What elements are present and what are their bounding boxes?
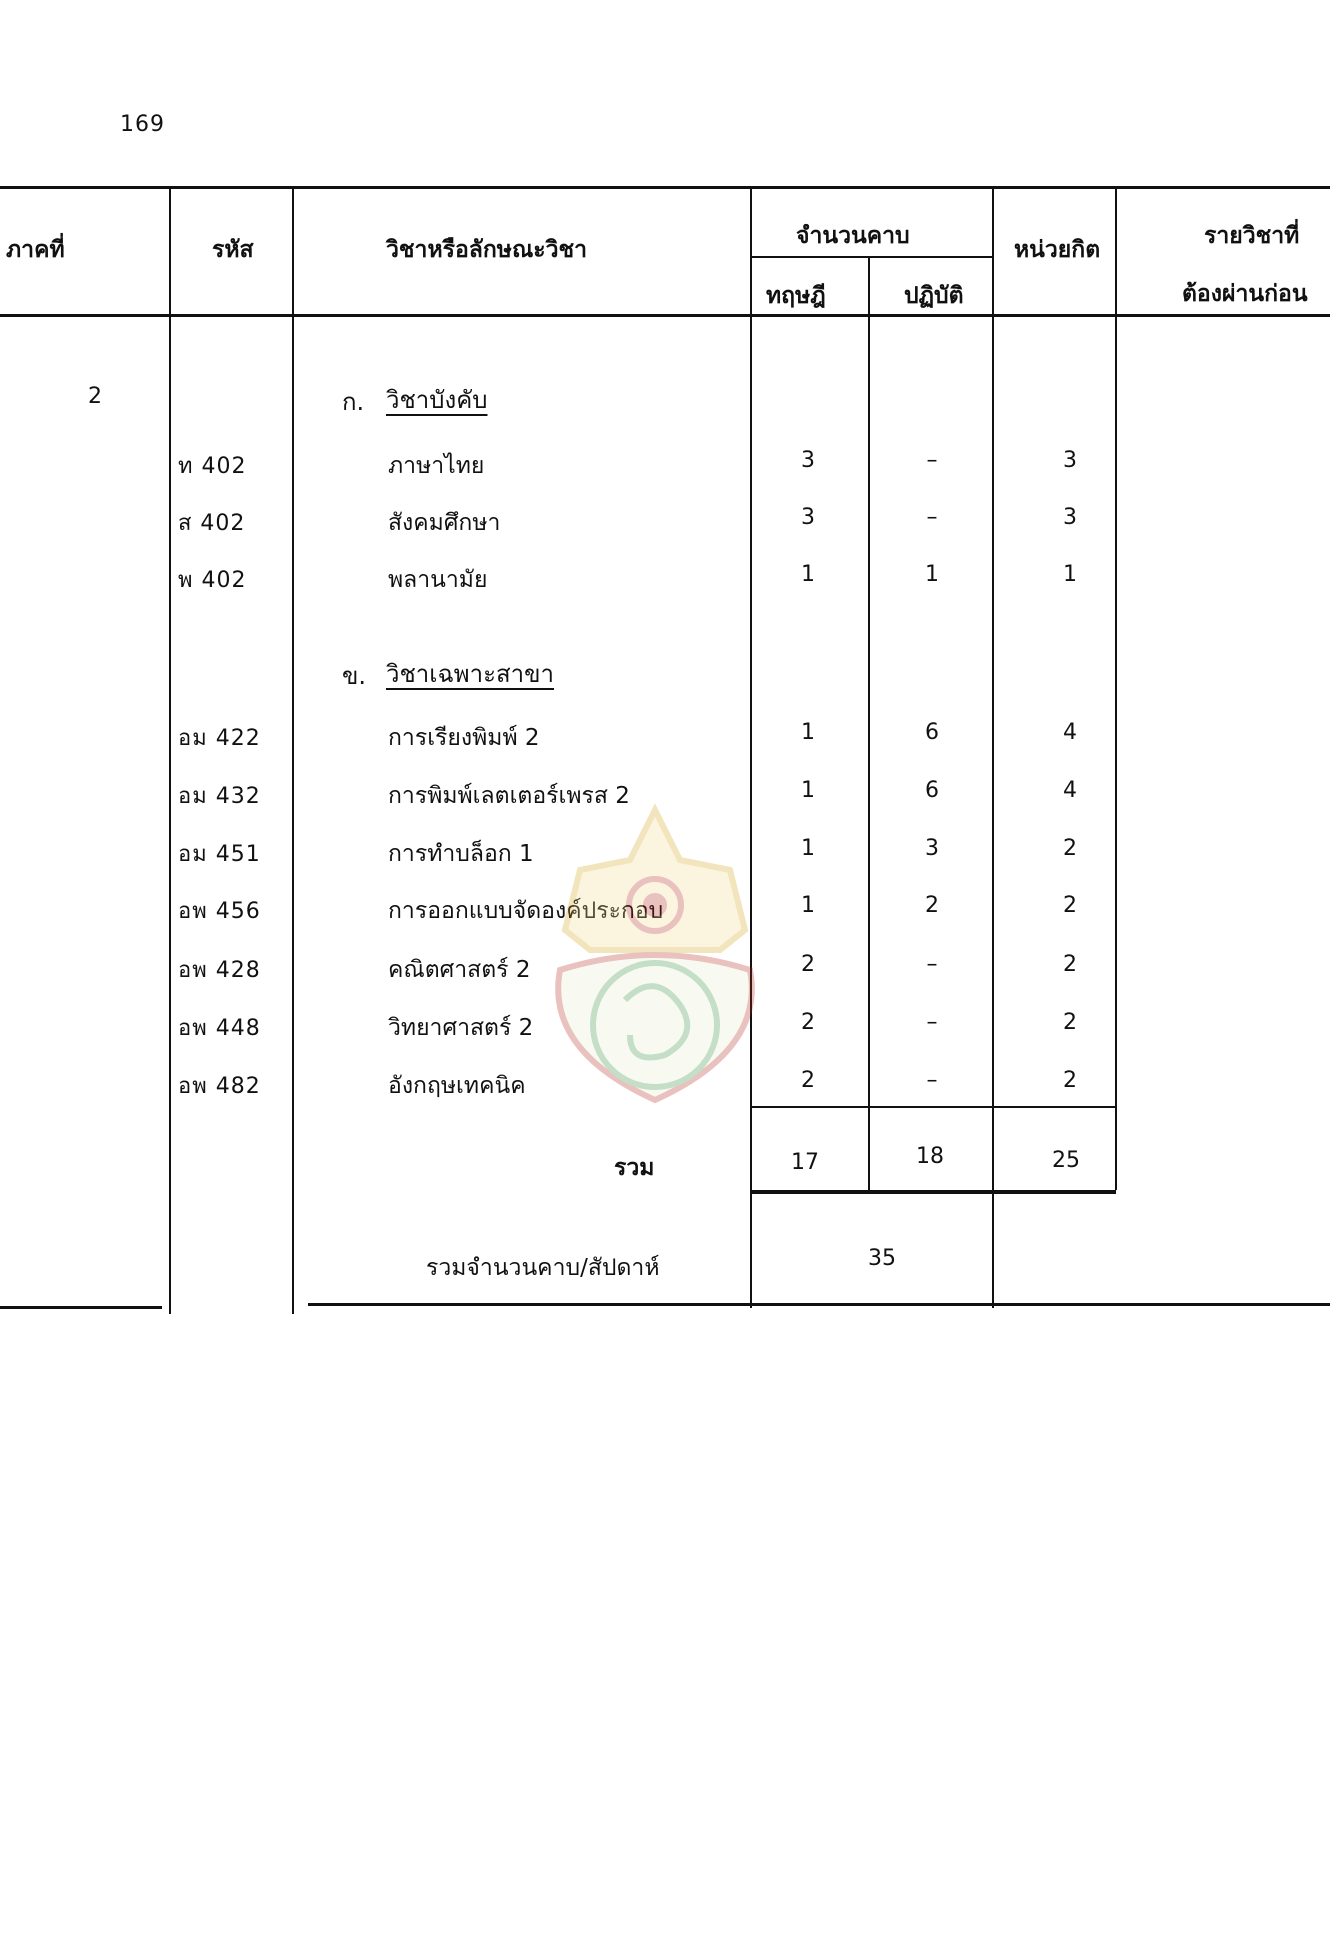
weekly-label: รวมจำนวนคาบ/สัปดาห์ <box>426 1255 660 1281</box>
row-code: พ 402 <box>178 568 247 593</box>
total-top-rule <box>752 1106 1116 1108</box>
header-bottom-rule <box>0 314 1330 317</box>
row-theory: 1 <box>801 778 815 803</box>
row-theory: 3 <box>801 505 815 530</box>
row-code: อพ 428 <box>178 958 261 983</box>
row-code: อพ 448 <box>178 1016 261 1041</box>
table-top-rule <box>0 186 1330 189</box>
row-credits: 3 <box>1063 448 1077 473</box>
table-bottom-rule-right <box>308 1303 1330 1306</box>
row-credits: 2 <box>1063 836 1077 861</box>
section-a-prefix: ก. <box>342 388 365 416</box>
row-code: ท 402 <box>178 454 247 479</box>
row-practice: 1 <box>925 562 939 587</box>
header-periods: จำนวนคาบ <box>796 223 910 249</box>
row-credits: 2 <box>1063 1068 1077 1093</box>
row-subject: ภาษาไทย <box>388 453 485 479</box>
row-credits: 2 <box>1063 1010 1077 1035</box>
row-subject: การออกแบบจัดองค์ประกอบ <box>388 898 664 924</box>
row-subject: คณิตศาสตร์ 2 <box>388 957 531 983</box>
weekly-value: 35 <box>868 1246 896 1271</box>
total-bottom-rule <box>750 1190 1116 1194</box>
row-theory: 1 <box>801 562 815 587</box>
row-theory: 1 <box>801 893 815 918</box>
row-theory: 2 <box>801 952 815 977</box>
total-theory: 17 <box>791 1150 819 1175</box>
row-practice: – <box>926 505 938 530</box>
col-divider-6 <box>1115 186 1117 1190</box>
row-practice: 3 <box>925 836 939 861</box>
seal-watermark <box>530 800 780 1120</box>
row-subject: อังกฤษเทคนิค <box>388 1073 526 1099</box>
col-divider-1 <box>169 186 171 1314</box>
row-code: อม 451 <box>178 842 261 867</box>
term-value: 2 <box>88 384 102 409</box>
row-theory: 2 <box>801 1068 815 1093</box>
total-label: รวม <box>614 1155 655 1181</box>
row-theory: 1 <box>801 720 815 745</box>
total-credits: 25 <box>1052 1148 1080 1173</box>
page-number: 169 <box>120 112 165 137</box>
row-code: อม 432 <box>178 784 261 809</box>
row-practice: 6 <box>925 778 939 803</box>
col-divider-3 <box>750 186 752 1308</box>
row-credits: 4 <box>1063 778 1077 803</box>
total-practice: 18 <box>916 1144 944 1169</box>
section-b-prefix: ข. <box>342 662 367 690</box>
table-bottom-rule-left <box>0 1306 162 1309</box>
row-subject: การเรียงพิมพ์ 2 <box>388 725 540 751</box>
col-divider-2 <box>292 186 294 1314</box>
header-term: ภาคที่ <box>6 237 65 263</box>
section-b-title: วิชาเฉพาะสาขา <box>386 660 554 688</box>
periods-subheader-rule <box>752 256 992 258</box>
row-theory: 3 <box>801 448 815 473</box>
col-divider-4 <box>868 256 870 1194</box>
row-theory: 2 <box>801 1010 815 1035</box>
row-subject: พลานามัย <box>388 567 488 593</box>
col-divider-5 <box>992 186 994 1308</box>
row-subject: วิทยาศาสตร์ 2 <box>388 1015 534 1041</box>
header-prereq-line1: รายวิชาที่ <box>1204 223 1300 249</box>
row-credits: 3 <box>1063 505 1077 530</box>
header-theory: ทฤษฎี <box>766 283 826 309</box>
row-subject: การพิมพ์เลตเตอร์เพรส 2 <box>388 783 630 809</box>
row-credits: 1 <box>1063 562 1077 587</box>
row-theory: 1 <box>801 836 815 861</box>
header-code: รหัส <box>212 237 254 263</box>
header-prereq-line2: ต้องผ่านก่อน <box>1182 281 1308 307</box>
row-code: อม 422 <box>178 726 261 751</box>
row-practice: 6 <box>925 720 939 745</box>
row-credits: 2 <box>1063 893 1077 918</box>
row-practice: – <box>926 448 938 473</box>
row-subject: สังคมศึกษา <box>388 510 501 536</box>
row-code: ส 402 <box>178 511 246 536</box>
row-practice: – <box>926 1068 938 1093</box>
row-code: อพ 482 <box>178 1074 261 1099</box>
row-practice: – <box>926 1010 938 1035</box>
row-credits: 2 <box>1063 952 1077 977</box>
header-subject: วิชาหรือลักษณะวิชา <box>386 237 588 263</box>
row-subject: การทำบล็อก 1 <box>388 841 534 867</box>
row-credits: 4 <box>1063 720 1077 745</box>
header-credits: หน่วยกิต <box>1014 237 1101 263</box>
row-code: อพ 456 <box>178 899 261 924</box>
row-practice: – <box>926 952 938 977</box>
row-practice: 2 <box>925 893 939 918</box>
section-a-title: วิชาบังคับ <box>386 386 488 414</box>
header-practice: ปฏิบัติ <box>904 283 964 309</box>
